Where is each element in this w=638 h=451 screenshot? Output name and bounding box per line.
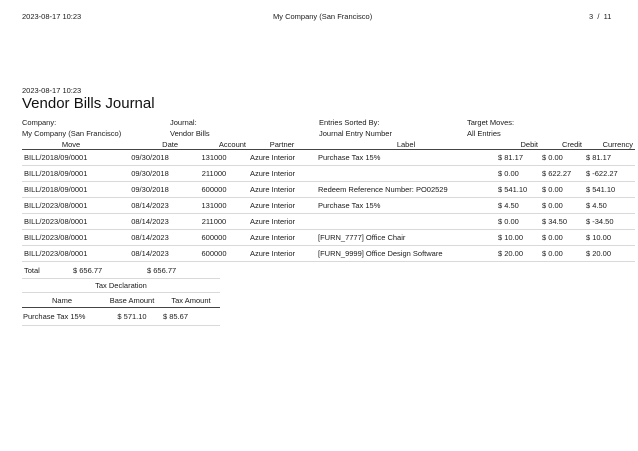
tax-declaration-table <box>22 293 220 326</box>
tax-col-base: Base Amount <box>102 293 162 308</box>
cell-credit: $ 34.50 <box>540 214 584 230</box>
col-debit: Debit <box>496 139 540 150</box>
cell-debit: $ 0.00 <box>496 214 540 230</box>
cell-account: 600000 <box>180 246 248 262</box>
cell-date: 08/14/2023 <box>120 230 180 246</box>
cell-date: 08/14/2023 <box>120 198 180 214</box>
cell-credit: $ 0.00 <box>540 230 584 246</box>
col-credit: Credit <box>540 139 584 150</box>
cell-partner: Azure Interior <box>248 150 316 166</box>
header-company: My Company (San Francisco) <box>273 12 373 21</box>
cell-move: BILL/2023/08/0001 <box>22 214 120 230</box>
cell-move: BILL/2023/08/0001 <box>22 230 120 246</box>
table-row <box>22 246 635 262</box>
col-account: Account <box>180 139 248 150</box>
cell-date: 09/30/2018 <box>120 150 180 166</box>
journal-lines-table <box>22 139 635 262</box>
cell-currency: $ 541.10 <box>584 182 635 198</box>
total-row <box>22 264 220 279</box>
meta-sorted-label: Entries Sorted By: <box>319 118 380 127</box>
cell-label: [FURN_7777] Office Chair <box>316 230 496 246</box>
col-label: Label <box>316 139 496 150</box>
meta-target-value: All Entries <box>467 129 501 138</box>
cell-date: 09/30/2018 <box>120 182 180 198</box>
cell-date: 09/30/2018 <box>120 166 180 182</box>
table-row <box>22 308 220 326</box>
meta-company-value: My Company (San Francisco) <box>22 129 122 138</box>
cell-debit: $ 541.10 <box>496 182 540 198</box>
tax-cell-name: Purchase Tax 15% <box>22 308 102 326</box>
cell-currency: $ -34.50 <box>584 214 635 230</box>
cell-credit: $ 0.00 <box>540 150 584 166</box>
cell-account: 600000 <box>180 182 248 198</box>
cell-move: BILL/2018/09/0001 <box>22 166 120 182</box>
col-currency: Currency <box>584 139 635 150</box>
cell-move: BILL/2023/08/0001 <box>22 246 120 262</box>
col-partner: Partner <box>248 139 316 150</box>
total-label: Total <box>24 266 40 275</box>
cell-currency: $ 4.50 <box>584 198 635 214</box>
tax-declaration-title: Tax Declaration <box>22 279 220 293</box>
cell-account: 131000 <box>180 150 248 166</box>
table-row <box>22 150 635 166</box>
cell-date: 08/14/2023 <box>120 246 180 262</box>
cell-label: Purchase Tax 15% <box>316 198 496 214</box>
cell-debit: $ 10.00 <box>496 230 540 246</box>
cell-credit: $ 622.27 <box>540 166 584 182</box>
table-row <box>22 198 635 214</box>
cell-label <box>316 214 496 230</box>
cell-move: BILL/2023/08/0001 <box>22 198 120 214</box>
cell-partner: Azure Interior <box>248 246 316 262</box>
col-date: Date <box>120 139 180 150</box>
totals-section <box>22 264 220 326</box>
cell-debit: $ 20.00 <box>496 246 540 262</box>
total-credit: $ 656.77 <box>147 266 177 275</box>
cell-label: [FURN_9999] Office Design Software <box>316 246 496 262</box>
table-row <box>22 230 635 246</box>
cell-currency: $ 20.00 <box>584 246 635 262</box>
col-move: Move <box>22 139 120 150</box>
cell-move: BILL/2018/09/0001 <box>22 150 120 166</box>
cell-label: Redeem Reference Number: PO02529 <box>316 182 496 198</box>
meta-journal-value: Vendor Bills <box>170 129 210 138</box>
table-row <box>22 166 635 182</box>
cell-date: 08/14/2023 <box>120 214 180 230</box>
cell-account: 131000 <box>180 198 248 214</box>
page-current: 3 <box>589 12 594 21</box>
tax-col-amount: Tax Amount <box>162 293 220 308</box>
cell-debit: $ 81.17 <box>496 150 540 166</box>
tax-col-name: Name <box>22 293 102 308</box>
report-datetime: 2023-08-17 10:23 <box>22 86 82 95</box>
cell-credit: $ 0.00 <box>540 182 584 198</box>
meta-target-label: Target Moves: <box>467 118 515 127</box>
cell-account: 211000 <box>180 166 248 182</box>
cell-partner: Azure Interior <box>248 214 316 230</box>
meta-sorted-value: Journal Entry Number <box>319 129 392 138</box>
table-row <box>22 182 635 198</box>
cell-account: 211000 <box>180 214 248 230</box>
cell-debit: $ 0.00 <box>496 166 540 182</box>
table-header-row <box>22 139 635 150</box>
cell-partner: Azure Interior <box>248 198 316 214</box>
page-separator: / <box>597 12 600 21</box>
cell-partner: Azure Interior <box>248 182 316 198</box>
cell-move: BILL/2018/09/0001 <box>22 182 120 198</box>
page-title: Vendor Bills Journal <box>22 95 155 112</box>
cell-credit: $ 0.00 <box>540 246 584 262</box>
cell-label: Purchase Tax 15% <box>316 150 496 166</box>
tax-cell-amount: $ 85.67 <box>162 308 220 326</box>
header-datetime: 2023-08-17 10:23 <box>22 12 82 21</box>
page-counter <box>589 12 611 21</box>
meta-journal-label: Journal: <box>170 118 197 127</box>
page-total: 11 <box>603 12 612 21</box>
cell-partner: Azure Interior <box>248 230 316 246</box>
cell-label <box>316 166 496 182</box>
cell-credit: $ 0.00 <box>540 198 584 214</box>
cell-currency: $ 10.00 <box>584 230 635 246</box>
cell-account: 600000 <box>180 230 248 246</box>
tax-header-row <box>22 293 220 308</box>
cell-currency: $ 81.17 <box>584 150 635 166</box>
cell-currency: $ -622.27 <box>584 166 635 182</box>
tax-cell-base: $ 571.10 <box>102 308 162 326</box>
cell-debit: $ 4.50 <box>496 198 540 214</box>
cell-partner: Azure Interior <box>248 166 316 182</box>
meta-company-label: Company: <box>22 118 57 127</box>
total-debit: $ 656.77 <box>73 266 103 275</box>
table-row <box>22 214 635 230</box>
